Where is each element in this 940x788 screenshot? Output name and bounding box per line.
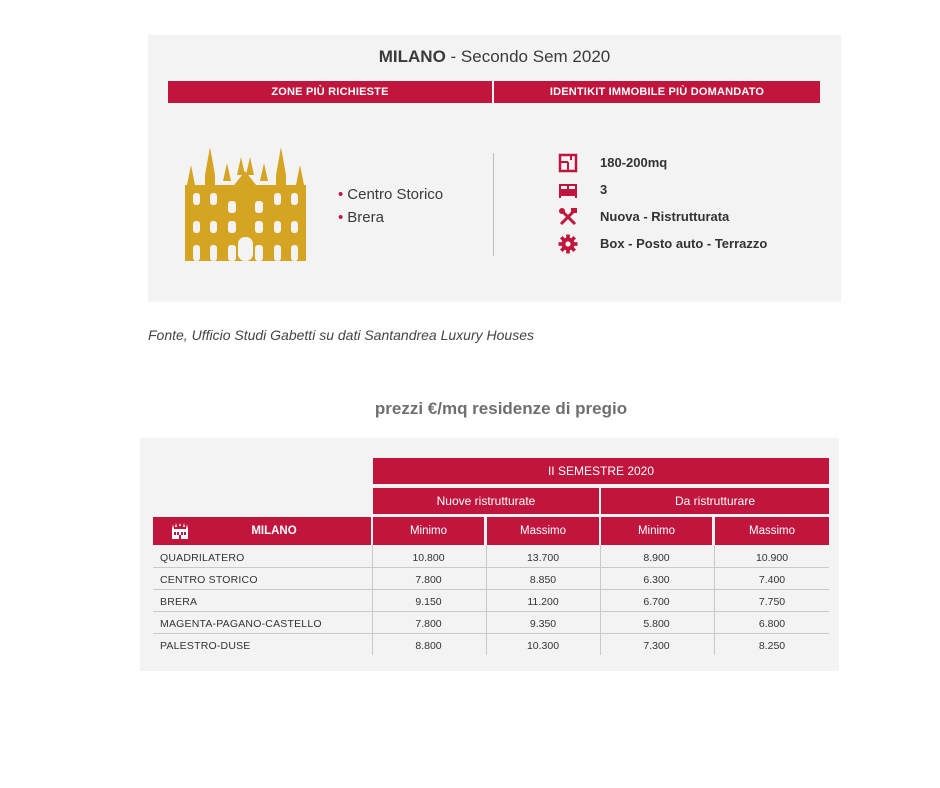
card-title: MILANO - Secondo Sem 2020 [378, 47, 611, 66]
gear-icon [558, 234, 578, 254]
source-caption: Fonte, Ufficio Studi Gabetti su dati Santandrea Luxury Houses [148, 327, 534, 343]
header-identikit: IDENTIKIT IMMOBILE PIÙ DOMANDATO [494, 81, 820, 103]
zone-item: • Centro Storico [338, 186, 444, 203]
duomo-small-icon [171, 523, 189, 539]
prices-title: prezzi €/mq residenze di pregio [374, 399, 628, 418]
tools-icon [558, 207, 578, 227]
zone-item: • Brera [338, 209, 384, 226]
row-divider [153, 589, 829, 590]
col-new-max: Massimo [487, 517, 599, 545]
row-divider [153, 633, 829, 634]
divider [493, 153, 494, 256]
col-old-max: Massimo [715, 517, 829, 545]
header-new-renovated: Nuove ristrutturate [373, 488, 599, 514]
col-new-min: Minimo [373, 517, 484, 545]
row-divider [153, 567, 829, 568]
duomo-icon [183, 145, 308, 263]
floorplan-icon [558, 153, 578, 173]
header-to-renovate: Da ristrutturare [601, 488, 829, 514]
row-divider [153, 611, 829, 612]
header-zones: ZONE PIÙ RICHIESTE [168, 81, 492, 103]
prices-table: II SEMESTRE 2020 Nuove ristrutturate Da ristrutturare MILANO Minimo Massimo Minimo Massimo QUADRILATERO 10.800 13.700 8.900 10.900 CENTRO STORICO 7.800 8.850 6.300 7.400 BRERA 9.150 11.200 6.700 7.750 MAGENTA-PAGANO-CASTELLO 7.800 9.350 5.800 6.800 PALESTRO-DUSE 8.800 10.300 7.300 8.250 [140, 438, 839, 671]
header-city: MILANO [153, 517, 371, 545]
header-semester: II SEMESTRE 2020 [373, 458, 829, 484]
market-card: MILANO - Secondo Sem 2020 ZONE PIÙ RICHIESTE IDENTIKIT IMMOBILE PIÙ DOMANDATO • Centro Storico • Brera 180-200mq 3 Nuova - Ristrutturata Box - Posto auto - Terrazzo [148, 35, 841, 302]
bed-icon [558, 180, 578, 200]
col-old-min: Minimo [601, 517, 712, 545]
